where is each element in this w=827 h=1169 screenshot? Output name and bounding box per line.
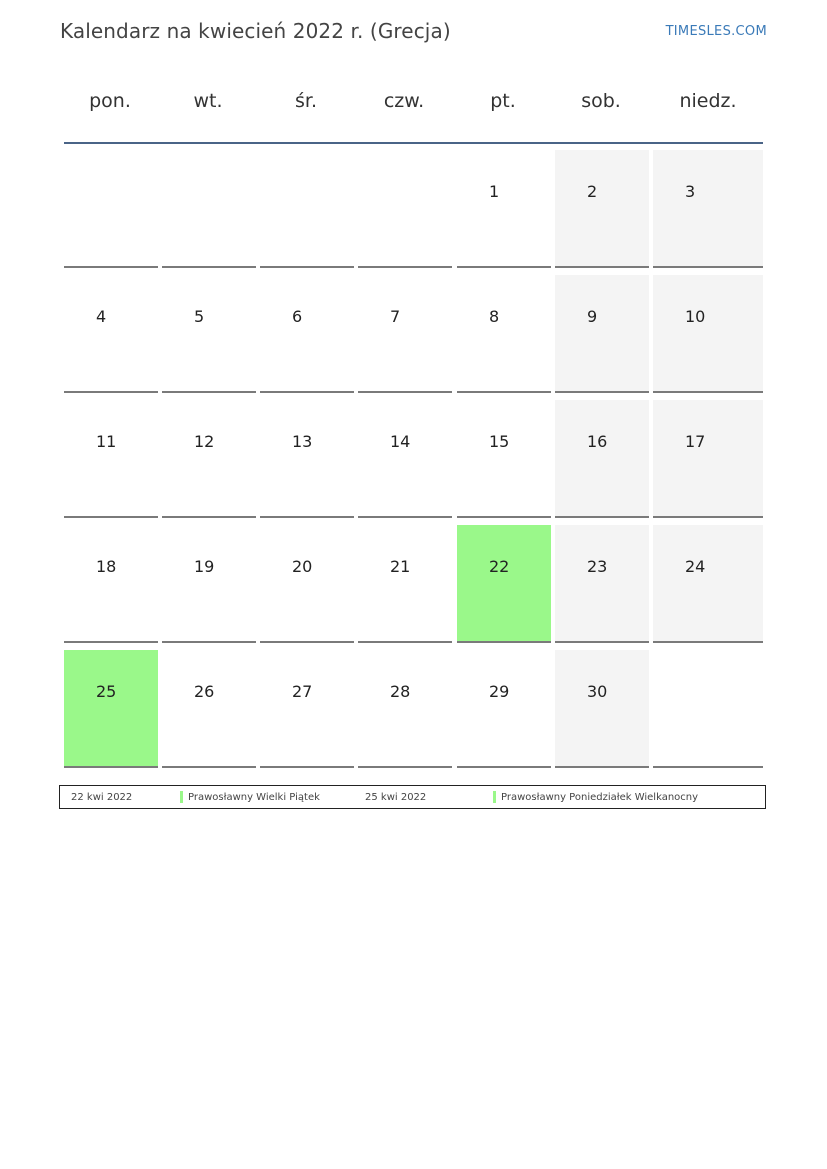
weekday-label: czw.	[383, 90, 425, 112]
day-number: 26	[194, 682, 215, 701]
day-number: 7	[390, 307, 401, 326]
holiday-legend	[59, 785, 766, 809]
holiday-color-marker	[180, 791, 183, 803]
legend-holiday-name: Prawosławny Wielki Piątek	[188, 792, 320, 803]
calendar-day-cell	[457, 275, 551, 393]
calendar-day-cell	[260, 650, 354, 768]
calendar-day-cell	[260, 525, 354, 643]
day-number: 30	[587, 682, 608, 701]
calendar-day-cell	[555, 650, 649, 768]
calendar-day-cell	[555, 400, 649, 518]
weekday-label: pon.	[89, 90, 131, 112]
day-number: 25	[96, 682, 117, 701]
weekday-label: pt.	[490, 90, 516, 112]
day-number: 1	[489, 182, 500, 201]
day-number: 17	[685, 432, 706, 451]
header-divider	[64, 142, 763, 144]
calendar-day-cell	[64, 400, 158, 518]
day-number: 18	[96, 557, 117, 576]
calendar-day-cell	[260, 150, 354, 268]
weekday-label: śr.	[294, 90, 317, 112]
calendar-day-cell	[358, 275, 452, 393]
calendar-day-cell	[64, 150, 158, 268]
day-number: 23	[587, 557, 608, 576]
day-number: 27	[292, 682, 313, 701]
calendar-day-cell	[653, 400, 763, 518]
weekday-label: wt.	[193, 90, 223, 112]
day-number: 15	[489, 432, 510, 451]
day-number: 4	[96, 307, 107, 326]
day-number: 16	[587, 432, 608, 451]
calendar-day-cell	[162, 275, 256, 393]
legend-date: 25 kwi 2022	[365, 792, 427, 803]
brand-link[interactable]: TIMESLES.COM	[665, 24, 767, 39]
day-number: 13	[292, 432, 313, 451]
calendar-day-cell	[358, 650, 452, 768]
calendar-day-cell	[64, 650, 158, 768]
weekday-label: niedz.	[679, 90, 737, 112]
calendar-day-cell	[653, 150, 763, 268]
calendar-day-cell	[555, 150, 649, 268]
calendar-day-cell	[653, 650, 763, 768]
page-title: Kalendarz na kwiecień 2022 r. (Grecja)	[60, 19, 451, 43]
calendar-day-cell	[555, 525, 649, 643]
calendar-day-cell	[358, 150, 452, 268]
calendar-day-cell	[457, 400, 551, 518]
legend-holiday-name: Prawosławny Poniedziałek Wielkanocny	[501, 792, 699, 803]
calendar-day-cell	[162, 400, 256, 518]
calendar-day-cell	[457, 150, 551, 268]
day-number: 8	[489, 307, 500, 326]
calendar-day-cell	[457, 650, 551, 768]
day-number: 5	[194, 307, 205, 326]
day-number: 14	[390, 432, 411, 451]
calendar-day-cell	[64, 275, 158, 393]
day-number: 9	[587, 307, 598, 326]
day-number: 21	[390, 557, 411, 576]
day-number: 2	[587, 182, 598, 201]
day-number: 3	[685, 182, 696, 201]
calendar-day-cell	[162, 525, 256, 643]
weekday-label: sob.	[581, 90, 621, 112]
day-number: 24	[685, 557, 706, 576]
day-number: 20	[292, 557, 313, 576]
day-number: 10	[685, 307, 706, 326]
day-number: 19	[194, 557, 215, 576]
calendar-day-cell	[260, 400, 354, 518]
weekday-header-row	[60, 90, 768, 120]
calendar-day-cell	[555, 275, 649, 393]
calendar-day-cell	[64, 525, 158, 643]
day-number: 6	[292, 307, 303, 326]
legend-date: 22 kwi 2022	[71, 792, 133, 803]
calendar-day-cell	[457, 525, 551, 643]
calendar-day-cell	[358, 400, 452, 518]
calendar-day-cell	[653, 275, 763, 393]
day-number: 22	[489, 557, 510, 576]
day-number: 29	[489, 682, 510, 701]
day-number: 12	[194, 432, 215, 451]
day-number: 28	[390, 682, 411, 701]
day-number: 11	[96, 432, 117, 451]
calendar-day-cell	[653, 525, 763, 643]
holiday-color-marker	[493, 791, 496, 803]
calendar-day-cell	[162, 650, 256, 768]
calendar-day-cell	[260, 275, 354, 393]
calendar-day-cell	[358, 525, 452, 643]
calendar-day-cell	[162, 150, 256, 268]
